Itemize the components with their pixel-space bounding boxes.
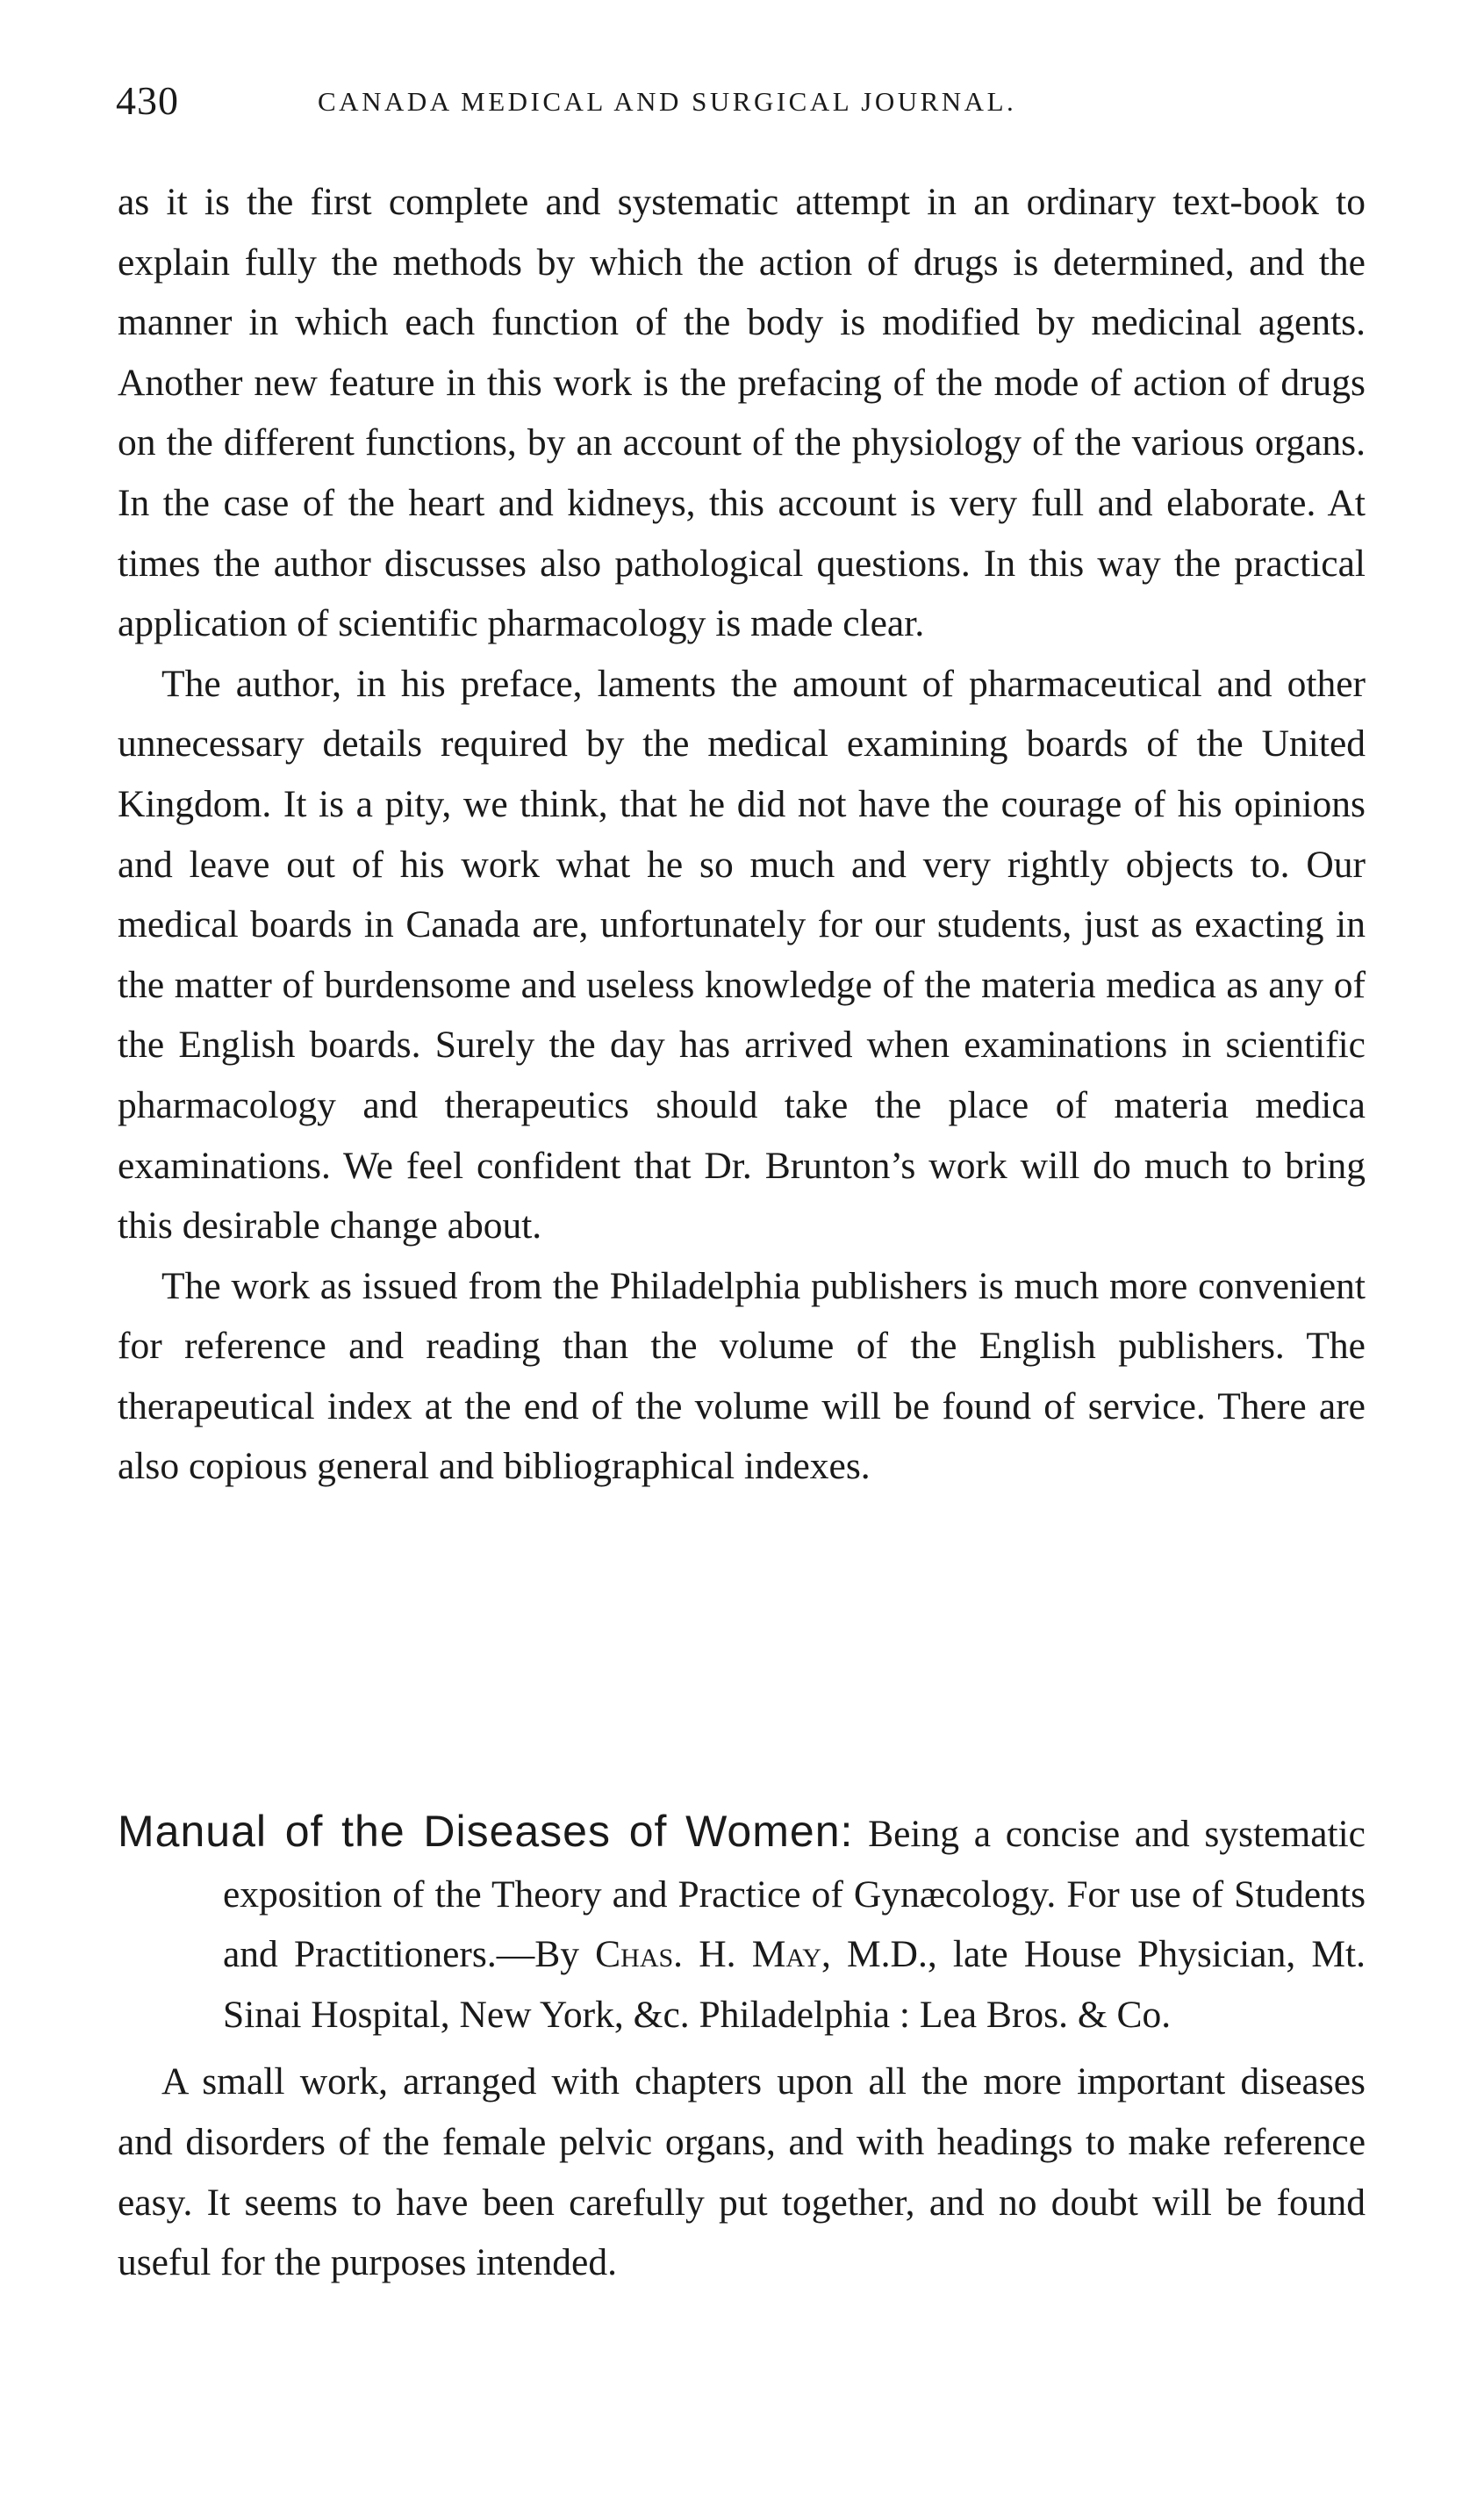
running-head (116, 77, 1362, 130)
author-details: late House Physician, Mt. Sinai Hospital, New York, &c. Philadelphia : Lea Bros. & Co. (223, 1933, 1366, 2036)
review-continuation (118, 172, 1366, 1497)
review-paragraph-3: The work as issued from the Philadelphia publishers is much more convenient for reference and reading than the volume of the English publishers. The therapeutical index at the end of the volume will be found of service. There are also copious general and bibliographical indexes. (118, 1264, 1366, 1488)
review-paragraph-1: as it is the first complete and systematic attempt in an ordinary text-book to explain fully the methods by which the action of drugs is determined, and the manner in which each function of the body is modified by medicinal agents. Another new feature in this work is the prefacing of the mode of action of drugs on the different functions, by an account of the physiology of the various organs. In the case of the heart and kidneys, this account is very full and elaborate. At times the author discusses also pathological questions. In this way the practical application of scientific pharmacology is made clear. (118, 181, 1366, 645)
review-paragraph-2: The author, in his preface, laments the amount of pharmaceutical and other unnecessary details required by the medical examining boards of the United Kingdom. It is a pity, we think, that he did not have the courage of his opinions and leave out of his work what he so much and very rightly objects to. Our medical boards in Canada are, unfortunately for our students, just as exacting in the matter of burdensome and useless knowledge of the materia medica as any of the English boards. Surely the day has arrived when examinations in scientific pharmacology and therapeutics should take the place of materia medica examinations. We feel confident that Dr. Brunton’s work will do much to bring this desirable change about. (118, 662, 1366, 1247)
book-subtitle: Being a concise and systematic exposition of the Theory and Practice of Gynæcology. For use of Students and Practitioners.—By (223, 1813, 1366, 1976)
book-author: Chas. H. May, M.D., (595, 1933, 937, 1976)
book-review-manual-diseases-women (118, 1801, 1366, 2331)
book-title: Manual of the Diseases of Women: (118, 1807, 854, 1856)
review-paragraph: A small work, arranged with chapters upon all the more important diseases and disorders of the female pelvic organs, and with headings to make reference easy. It seems to have been carefully put together, and no doubt will be found useful for the purposes intended. (118, 2060, 1366, 2284)
journal-title: CANADA MEDICAL AND SURGICAL JOURNAL. (318, 86, 1017, 117)
page-number: 430 (116, 78, 179, 123)
book-citation (118, 1801, 1366, 2045)
